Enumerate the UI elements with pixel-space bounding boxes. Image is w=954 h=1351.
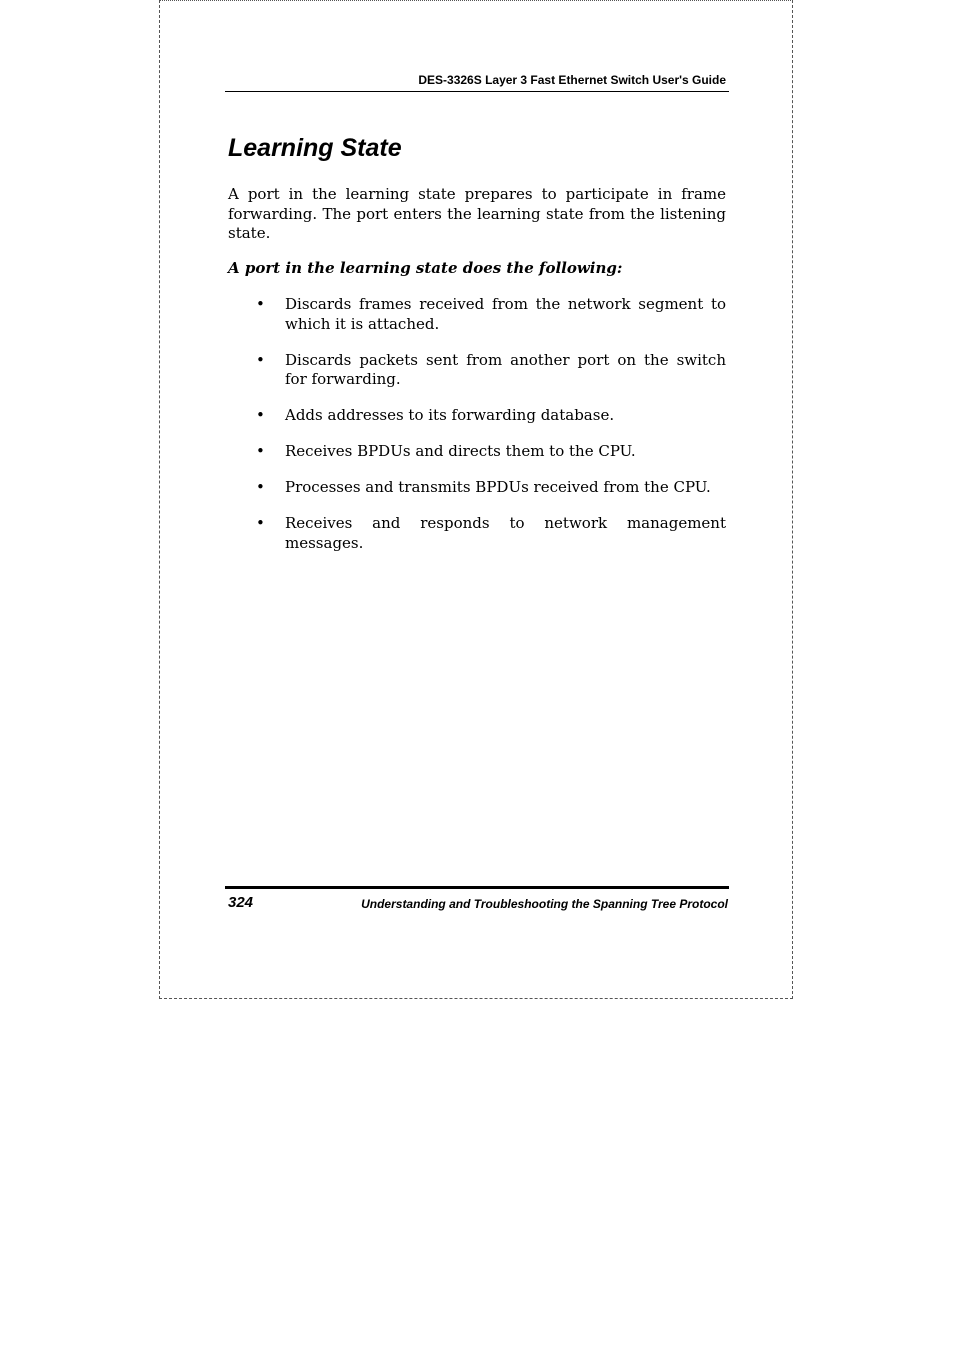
- list-item-text: Adds addresses to its forwarding database.: [285, 406, 615, 424]
- list-item: [254, 478, 726, 498]
- list-item: [254, 295, 726, 334]
- bullet-icon: •: [256, 406, 265, 424]
- list-item: [254, 442, 726, 462]
- page-number: 324: [228, 894, 254, 911]
- bullet-icon: •: [256, 442, 265, 460]
- section-title: Learning State: [228, 134, 402, 162]
- bullet-icon: •: [256, 295, 265, 313]
- list-item: [254, 514, 726, 553]
- behavior-list: [254, 295, 726, 570]
- running-footer: Understanding and Troubleshooting the Spanning Tree Protocol: [361, 897, 728, 911]
- list-item-text: Discards frames received from the network segment to which it is attached.: [285, 295, 726, 333]
- list-item-text: Receives and responds to network management messages.: [285, 514, 726, 552]
- list-subheading: A port in the learning state does the following:: [228, 259, 623, 277]
- list-item: [254, 406, 726, 426]
- bullet-icon: •: [256, 350, 265, 369]
- header-rule: [225, 91, 729, 92]
- intro-paragraph: A port in the learning state prepares to participate in frame forwarding. The port enters the learning state from the listening state.: [228, 185, 726, 242]
- list-item: [254, 351, 726, 390]
- running-header: DES-3326S Layer 3 Fast Ethernet Switch User's Guide: [418, 73, 726, 87]
- footer-rule: [225, 886, 729, 889]
- bullet-icon: •: [256, 478, 265, 496]
- list-item-text: Receives BPDUs and directs them to the CPU.: [285, 442, 636, 460]
- list-item-text: Discards packets sent from another port on the switch for forwarding.: [285, 350, 726, 388]
- bullet-icon: •: [256, 514, 265, 532]
- list-item-text: Processes and transmits BPDUs received from the CPU.: [285, 478, 711, 496]
